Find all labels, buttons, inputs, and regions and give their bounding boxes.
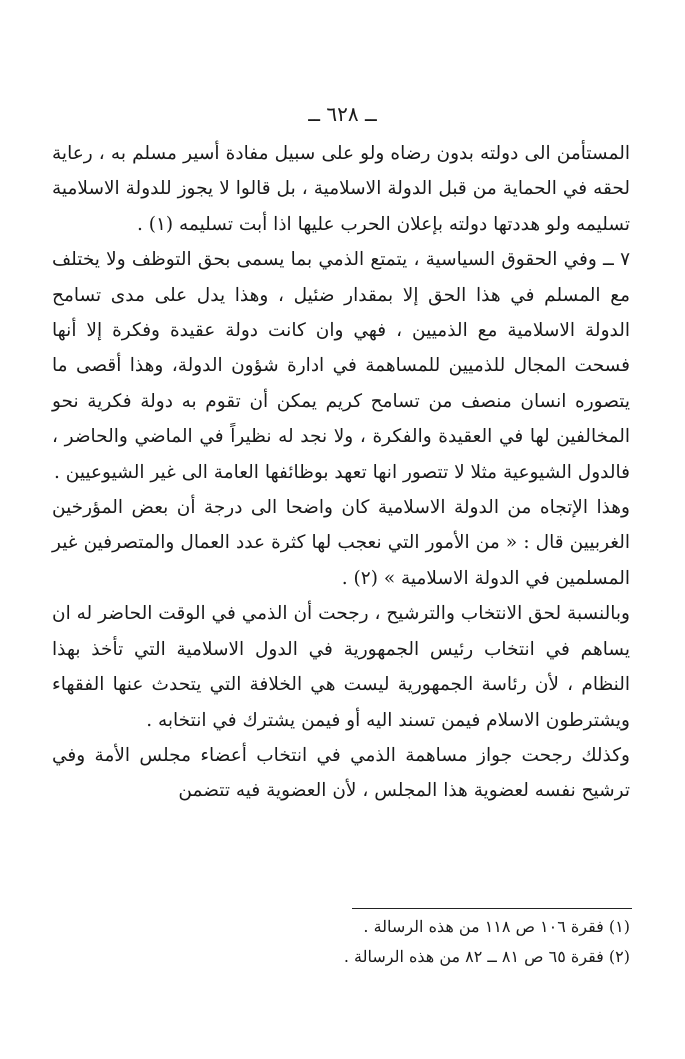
page-number: ــ ٦٢٨ ــ xyxy=(308,102,377,126)
footnote-1: (١) فقرة ١٠٦ ص ١١٨ من هذه الرسالة . xyxy=(363,917,630,936)
body-text xyxy=(52,136,630,809)
footnote-2: (٢) فقرة ٦٥ ص ٨١ ــ ٨٢ من هذه الرسالة . xyxy=(343,947,630,966)
paragraph-2: ٧ ــ وفي الحقوق السياسية ، يتمتع الذمي بما يسمى بحق التوظف ولا يختلف مع المسلم في هذا الحق إلا بمقدار ضئيل ، وهذا يدل على مدى تسامح الدولة الاسلامية مع الذميين ، فهي وان كانت دولة عقيدة وفكرة إلا أنها فسحت المجال للذميين للمساهمة في ادارة شؤون الدولة، وهذا أقصى ما يتصوره انسان منصف من تسامح كريم يمكن أن تقوم به دولة فكرية نحو المخالفين لها في العقيدة والفكرة ، ولا نجد له نظيراً في الماضي والحاضر ، فالدول الشيوعية مثلا لا تتصور انها تعهد بوظائفها العامة الى غير الشيوعيين . xyxy=(52,249,630,483)
footnote-divider xyxy=(352,908,632,909)
paragraph-4: وبالنسبة لحق الانتخاب والترشيح ، رجحت أن الذمي في الوقت الحاضر له ان يساهم في انتخاب رئيس الجمهورية في الدول الاسلامية التي تأخذ بهذا النظام ، لأن رئاسة الجمهورية ليست هي الخلافة التي يتحدث عنها الفقهاء ويشترطون الاسلام فيمن تسند اليه أو فيمن يشترك في انتخابه . xyxy=(52,603,630,731)
paragraph-5: وكذلك رجحت جواز مساهمة الذمي في انتخاب أعضاء مجلس الأمة وفي ترشيح نفسه لعضوية هذا المجلس ، لأن العضوية فيه تتضمن xyxy=(52,744,630,802)
paragraph-1: المستأمن الى دولته بدون رضاه ولو على سبيل مفادة أسير مسلم به ، رعاية لحقه في الحماية من قبل الدولة الاسلامية ، بل قالوا لا يجوز للدولة الاسلامية تسليمه ولو هددتها دولته بإعلان الحرب عليها اذا أبت تسليمه (١) . xyxy=(52,143,630,235)
footnotes xyxy=(52,912,630,972)
paragraph-3: وهذا الإتجاه من الدولة الاسلامية كان واضحا الى درجة أن بعض المؤرخين الغربيين قال : « من الأمور التي نعجب لها كثرة عدد العمال والمتصرفين غير المسلمين في الدولة الاسلامية » (٢) . xyxy=(52,497,630,589)
